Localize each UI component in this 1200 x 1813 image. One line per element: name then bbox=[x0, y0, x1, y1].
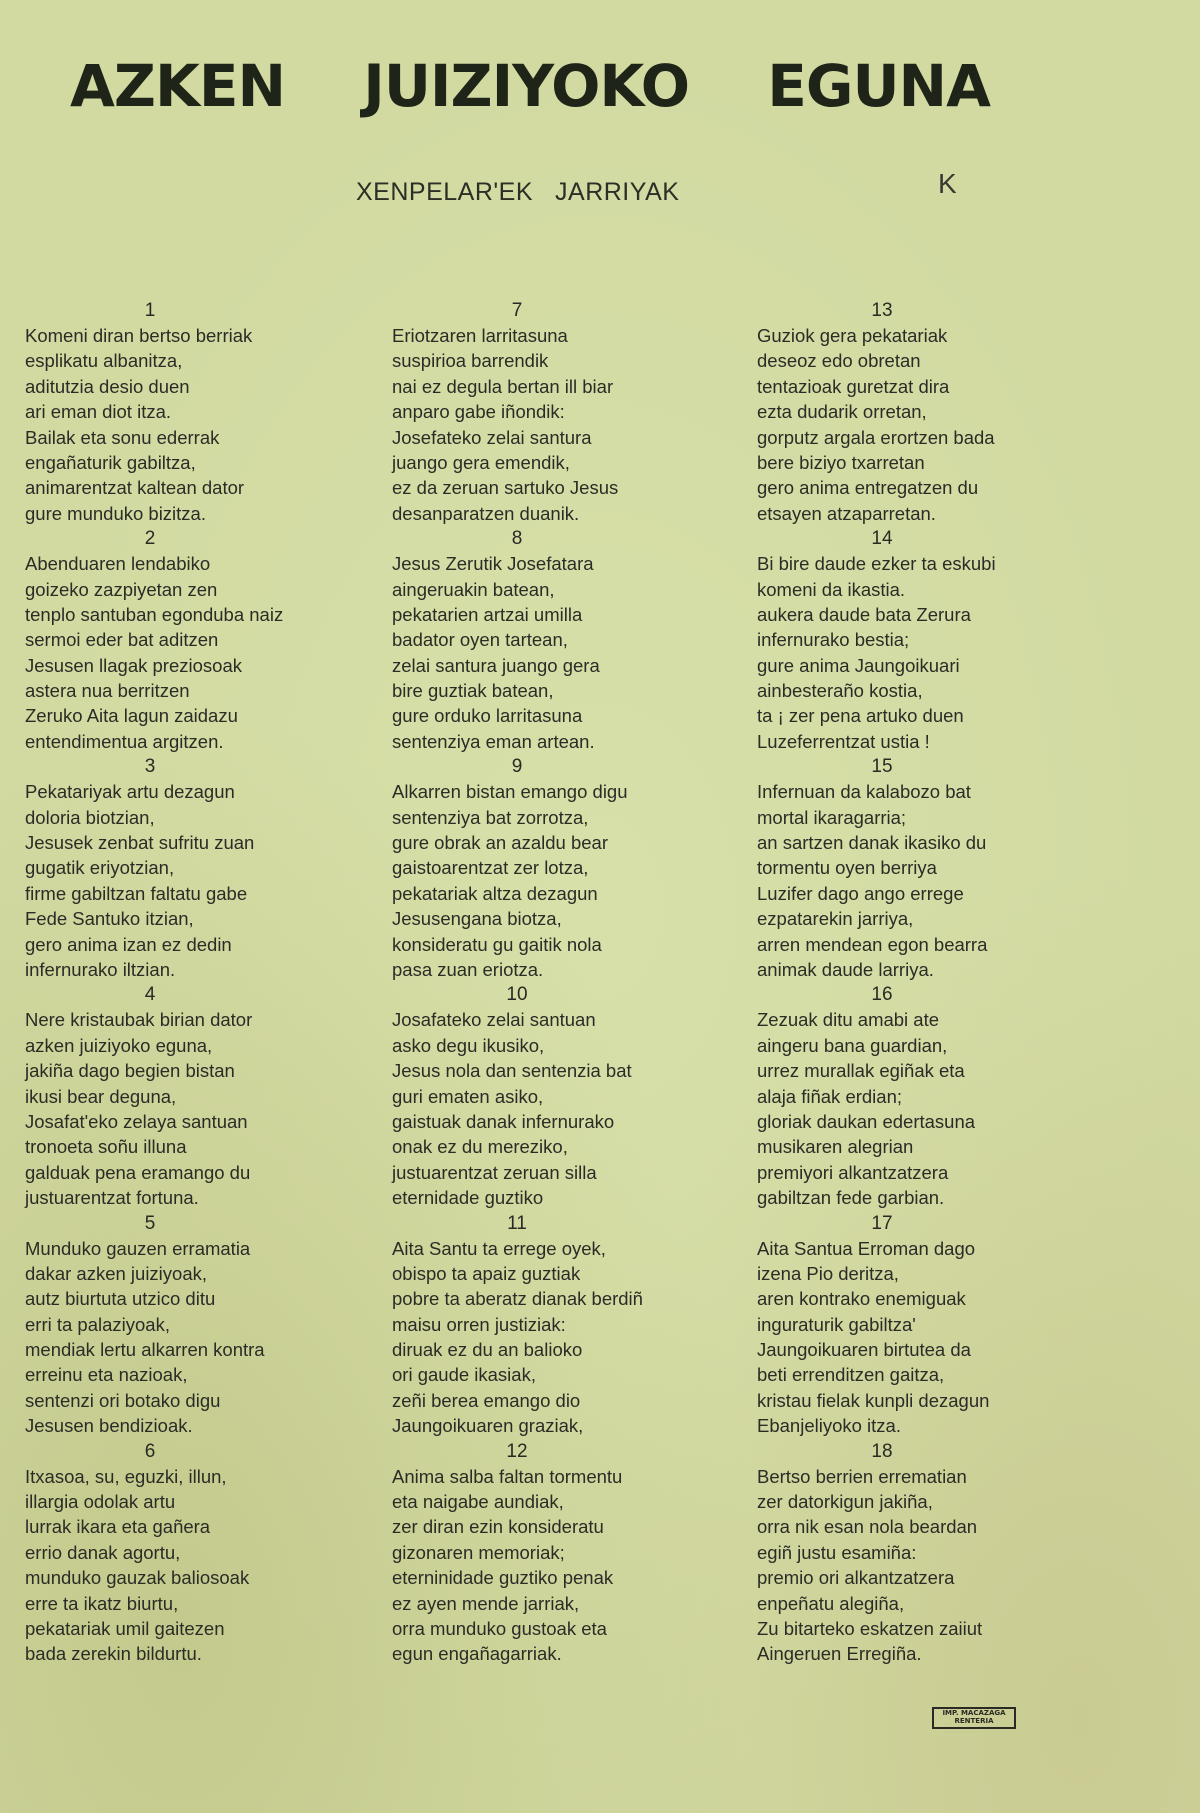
verse-line: Josafateko zelai santuan bbox=[392, 1009, 596, 1031]
verse-line: Anima salba faltan tormentu bbox=[392, 1465, 623, 1487]
stanza-number: 13 bbox=[871, 300, 893, 321]
verse-line: sentenzi ori botako digu bbox=[25, 1389, 221, 1411]
verse-line: asko degu ikusiko, bbox=[392, 1034, 545, 1056]
stanza bbox=[757, 526, 1097, 754]
stanza-number: 1 bbox=[144, 300, 156, 321]
stanza bbox=[392, 1439, 732, 1667]
verse-line: enpeñatu alegiña, bbox=[757, 1592, 905, 1614]
verse-line: bire guztiak batean, bbox=[392, 680, 554, 702]
stanza-number: 9 bbox=[511, 756, 523, 778]
verse-line: esplikatu albanitza, bbox=[25, 350, 183, 372]
verse-line: dakar azken juiziyoak, bbox=[25, 1262, 208, 1284]
verse-line: Bailak eta sonu ederrak bbox=[25, 426, 220, 448]
stanza bbox=[25, 298, 365, 526]
verse-line: gizonaren memoriak; bbox=[392, 1541, 565, 1563]
verse-line: eternidade guztiko bbox=[392, 1187, 544, 1209]
verse-line: justuarentzat fortuna. bbox=[25, 1187, 199, 1209]
verse-line: urrez murallak egiñak eta bbox=[757, 1060, 965, 1082]
verse-line: Abenduaren lendabiko bbox=[25, 553, 211, 575]
verse-line: gure anima Jaungoikuari bbox=[757, 654, 960, 676]
verse-line: premio ori alkantzatzera bbox=[757, 1567, 955, 1589]
verse-line: pekatariak umil gaitezen bbox=[25, 1617, 225, 1639]
verse-line: ezta dudarik orretan, bbox=[757, 401, 927, 423]
verse-line: infernurako bestia; bbox=[757, 629, 910, 651]
stanza bbox=[757, 982, 1097, 1210]
verse-line: erre ta ikatz biurtu, bbox=[25, 1592, 179, 1614]
title-word-2: JUIZIYOKO bbox=[363, 52, 690, 120]
verse-line: ez ayen mende jarriak, bbox=[392, 1592, 580, 1614]
printer-stamp bbox=[932, 1707, 1016, 1729]
author-subtitle bbox=[356, 178, 679, 207]
verse-line: Jaungoikuaren graziak, bbox=[392, 1415, 584, 1437]
stanza bbox=[25, 1439, 365, 1667]
verse-line: Eriotzaren larritasuna bbox=[392, 325, 568, 346]
verse-line: sentenziya eman artean. bbox=[392, 730, 595, 752]
verse-line: Infernuan da kalabozo bat bbox=[757, 781, 971, 803]
stanza-number: 16 bbox=[871, 984, 893, 1006]
title-word-3: EGUNA bbox=[767, 52, 990, 120]
stanza-number: 15 bbox=[871, 756, 893, 778]
verse-line: galduak pena eramango du bbox=[25, 1161, 251, 1183]
verse-line: ari eman diot itza. bbox=[25, 401, 172, 423]
verse-line: Aita Santu ta errege oyek, bbox=[392, 1237, 606, 1259]
verse-line: arren mendean egon bearra bbox=[757, 933, 988, 955]
verse-line: Jesusengana biotza, bbox=[392, 908, 562, 930]
verse-line: nai ez degula bertan ill biar bbox=[392, 375, 614, 397]
verse-line: Zu bitarteko eskatzen zaiiut bbox=[757, 1617, 983, 1639]
verse-line: zer diran ezin konsideratu bbox=[392, 1516, 604, 1538]
verse-column-3 bbox=[757, 298, 1097, 1667]
verse-line: Nere kristaubak birian dator bbox=[25, 1009, 253, 1031]
poem-title bbox=[70, 52, 990, 120]
verse-line: gure orduko larritasuna bbox=[392, 705, 583, 727]
verse-line: firme gabiltzan faltatu gabe bbox=[25, 882, 248, 904]
verse-line: Jesus nola dan sentenzia bat bbox=[392, 1060, 632, 1082]
verse-line: pasa zuan eriotza. bbox=[392, 958, 544, 980]
verse-line: pekatariak altza dezagun bbox=[392, 882, 598, 904]
verse-line: sentenziya bat zorrotza, bbox=[392, 806, 589, 828]
stanza-number: 4 bbox=[144, 984, 156, 1006]
verse-line: gero anima izan ez dedin bbox=[25, 933, 232, 955]
handwritten-mark: K bbox=[938, 168, 957, 199]
subtitle-verb: JARRIYAK bbox=[555, 178, 680, 206]
verse-line: Aingeruen Erregiña. bbox=[757, 1643, 922, 1665]
verse-line: infernurako iltzian. bbox=[25, 958, 176, 980]
stanza-number: 12 bbox=[506, 1440, 528, 1462]
verse-line: ezpatarekin jarriya, bbox=[757, 908, 914, 930]
verse-line: zer datorkigun jakiña, bbox=[757, 1491, 933, 1513]
verse-column-2 bbox=[392, 298, 732, 1667]
verse-line: eta naigabe aundiak, bbox=[392, 1491, 564, 1513]
verse-line: anparo gabe iñondik: bbox=[392, 401, 565, 423]
verse-line: gaistuak danak infernurako bbox=[392, 1110, 615, 1132]
verse-line: egiñ justu esamiña: bbox=[757, 1541, 917, 1563]
verse-line: Bertso berrien errematian bbox=[757, 1465, 967, 1487]
stanza bbox=[757, 1211, 1097, 1439]
verse-line: gloriak daukan edertasuna bbox=[757, 1110, 976, 1132]
subtitle-author: XENPELAR'EK bbox=[356, 178, 534, 206]
stanza bbox=[757, 754, 1097, 982]
verse-line: inguraturik gabiltza' bbox=[757, 1313, 916, 1335]
verse-line: illargia odolak artu bbox=[25, 1491, 176, 1513]
stanza-number: 2 bbox=[144, 528, 156, 550]
verse-line: ainbesteraño kostia, bbox=[757, 680, 923, 702]
verse-line: engañaturik gabiltza, bbox=[25, 451, 196, 473]
verse-line: aukera daude bata Zerura bbox=[757, 603, 971, 625]
verse-line: doloria biotzian, bbox=[25, 806, 155, 828]
verse-line: mortal ikaragarria; bbox=[757, 806, 907, 828]
verse-line: alaja fiñak erdian; bbox=[757, 1085, 903, 1107]
stanza bbox=[757, 298, 1097, 526]
verse-line: tenplo santuban egonduba naiz bbox=[25, 603, 284, 625]
verse-line: Fede Santuko itzian, bbox=[25, 908, 194, 930]
verse-line: Ebanjeliyoko itza. bbox=[757, 1415, 901, 1437]
stanza bbox=[392, 298, 732, 526]
verse-line: Luzifer dago ango errege bbox=[757, 882, 964, 904]
verse-line: munduko gauzak baliosoak bbox=[25, 1567, 250, 1589]
stanza-number: 7 bbox=[511, 300, 523, 321]
verse-line: astera nua berritzen bbox=[25, 680, 190, 702]
verse-line: pekatarien artzai umilla bbox=[392, 603, 583, 625]
verse-line: deseoz edo obretan bbox=[757, 350, 921, 372]
verse-line: gaistoarentzat zer lotza, bbox=[392, 857, 589, 879]
verse-line: egun engañagarriak. bbox=[392, 1643, 562, 1665]
verse-line: aditutzia desio duen bbox=[25, 375, 190, 397]
verse-line: Luzeferrentzat ustia ! bbox=[757, 730, 930, 752]
verse-line: Jaungoikuaren birtutea da bbox=[757, 1339, 971, 1361]
verse-line: pobre ta aberatz dianak berdiñ bbox=[392, 1288, 643, 1310]
verse-column-1 bbox=[25, 298, 365, 1667]
verse-line: gero anima entregatzen du bbox=[757, 477, 979, 499]
verse-line: tormentu oyen berriya bbox=[757, 857, 937, 879]
verse-line: autz biurtuta utzico ditu bbox=[25, 1288, 216, 1310]
verse-line: ikusi bear deguna, bbox=[25, 1085, 177, 1107]
verse-line: onak ez du mereziko, bbox=[392, 1136, 568, 1158]
verse-line: obispo ta apaiz guztiak bbox=[392, 1262, 581, 1284]
stanza bbox=[25, 982, 365, 1210]
verse-line: gure obrak an azaldu bear bbox=[392, 832, 608, 854]
verse-line: izena Pio deritza, bbox=[757, 1262, 899, 1284]
verse-line: gorputz argala erortzen bada bbox=[757, 426, 995, 448]
verse-line: animak daude larriya. bbox=[757, 958, 934, 980]
stanza bbox=[392, 754, 732, 982]
verse-line: Bi bire daude ezker ta eskubi bbox=[757, 553, 996, 575]
verse-line: ori gaude ikasiak, bbox=[392, 1364, 536, 1386]
verse-line: entendimentua argitzen. bbox=[25, 730, 224, 752]
stanza-number: 6 bbox=[144, 1440, 156, 1462]
stanza-number: 18 bbox=[871, 1440, 893, 1462]
verse-line: Zezuak ditu amabi ate bbox=[757, 1009, 940, 1031]
verse-line: gugatik eriyotzian, bbox=[25, 857, 175, 879]
verse-line: etsayen atzaparretan. bbox=[757, 502, 936, 524]
verse-line: eterninidade guztiko penak bbox=[392, 1567, 614, 1589]
verse-line: Jesusen llagak preziosoak bbox=[25, 654, 242, 676]
verse-line: Josafat'eko zelaya santuan bbox=[25, 1110, 248, 1132]
verse-line: diruak ez du an balioko bbox=[392, 1339, 583, 1361]
verse-line: komeni da ikastia. bbox=[757, 578, 906, 600]
stanza-number: 17 bbox=[871, 1212, 893, 1234]
verse-line: aingeruakin batean, bbox=[392, 578, 555, 600]
verse-line: bada zerekin bildurtu. bbox=[25, 1643, 202, 1665]
verse-line: premiyori alkantzatzera bbox=[757, 1161, 949, 1183]
stanza-number: 3 bbox=[144, 756, 156, 778]
verse-line: tronoeta soñu illuna bbox=[25, 1136, 187, 1158]
verse-line: ez da zeruan sartuko Jesus bbox=[392, 477, 619, 499]
verse-line: konsideratu gu gaitik nola bbox=[392, 933, 602, 955]
stanza-number: 8 bbox=[511, 528, 523, 550]
verse-line: suspirioa barrendik bbox=[392, 350, 549, 372]
verse-line: Munduko gauzen erramatia bbox=[25, 1237, 251, 1259]
verse-line: sermoi eder bat aditzen bbox=[25, 629, 219, 651]
verse-line: tentazioak guretzat dira bbox=[757, 375, 950, 397]
verse-line: maisu orren justiziak: bbox=[392, 1313, 566, 1335]
stanza-number: 14 bbox=[871, 528, 893, 550]
stamp-line-1: IMP. MACAZAGA bbox=[942, 1709, 1006, 1717]
verse-line: zelai santura juango gera bbox=[392, 654, 600, 676]
verse-line: mendiak lertu alkarren kontra bbox=[25, 1339, 265, 1361]
verse-line: an sartzen danak ikasiko du bbox=[757, 832, 987, 854]
verse-line: jakiña dago begien bistan bbox=[25, 1060, 235, 1082]
stamp-line-2: RENTERIA bbox=[954, 1717, 994, 1725]
verse-line: Guziok gera pekatariak bbox=[757, 325, 948, 346]
verse-line: ta ¡ zer pena artuko duen bbox=[757, 705, 964, 727]
verse-line: Itxasoa, su, eguzki, illun, bbox=[25, 1465, 227, 1487]
verse-line: Josefateko zelai santura bbox=[392, 426, 592, 448]
stanza bbox=[25, 1211, 365, 1439]
verse-line: Aita Santua Erroman dago bbox=[757, 1237, 976, 1259]
stanza bbox=[392, 1211, 732, 1439]
verse-line: bere biziyo txarretan bbox=[757, 451, 925, 473]
verse-line: Pekatariyak artu dezagun bbox=[25, 781, 235, 803]
verse-line: musikaren alegrian bbox=[757, 1136, 914, 1158]
stanza bbox=[392, 982, 732, 1210]
verse-line: Jesusek zenbat sufritu zuan bbox=[25, 832, 255, 854]
verse-line: gabiltzan fede garbian. bbox=[757, 1187, 945, 1209]
verse-line: Jesus Zerutik Josefatara bbox=[392, 553, 594, 575]
verse-line: Zeruko Aita lagun zaidazu bbox=[25, 705, 238, 727]
stanza bbox=[392, 526, 732, 754]
verse-line: beti errenditzen gaitza, bbox=[757, 1364, 945, 1386]
verse-line: erri ta palaziyoak, bbox=[25, 1313, 170, 1335]
verse-line: animarentzat kaltean dator bbox=[25, 477, 245, 499]
stanza-number: 10 bbox=[506, 984, 528, 1006]
verse-line: erreinu eta nazioak, bbox=[25, 1364, 188, 1386]
verse-line: justuarentzat zeruan silla bbox=[392, 1161, 597, 1183]
stanza-number: 11 bbox=[507, 1212, 527, 1234]
verse-line: errio danak agortu, bbox=[25, 1541, 181, 1563]
verse-line: Alkarren bistan emango digu bbox=[392, 781, 628, 803]
verse-line: Komeni diran bertso berriak bbox=[25, 325, 253, 346]
verse-line: orra nik esan nola beardan bbox=[757, 1516, 978, 1538]
stanza bbox=[757, 1439, 1097, 1667]
verse-line: zeñi berea emango dio bbox=[392, 1389, 581, 1411]
verse-line: gure munduko bizitza. bbox=[25, 502, 206, 524]
stanza-number: 5 bbox=[144, 1212, 156, 1234]
title-word-1: AZKEN bbox=[70, 52, 286, 120]
verse-line: azken juiziyoko eguna, bbox=[25, 1034, 213, 1056]
verse-line: juango gera emendik, bbox=[392, 451, 570, 473]
verse-line: aingeru bana guardian, bbox=[757, 1034, 948, 1056]
verse-line: Jesusen bendizioak. bbox=[25, 1415, 193, 1437]
verse-line: lurrak ikara eta gañera bbox=[25, 1516, 211, 1538]
verse-line: guri ematen asiko, bbox=[392, 1085, 544, 1107]
verse-line: desanparatzen duanik. bbox=[392, 502, 580, 524]
verse-line: kristau fielak kunpli dezagun bbox=[757, 1389, 990, 1411]
verse-line: aren kontrako enemiguak bbox=[757, 1288, 966, 1310]
verse-line: badator oyen tartean, bbox=[392, 629, 568, 651]
verse-line: orra munduko gustoak eta bbox=[392, 1617, 607, 1639]
stanza bbox=[25, 526, 365, 754]
stanza bbox=[25, 754, 365, 982]
verse-line: goizeko zazpiyetan zen bbox=[25, 578, 218, 600]
